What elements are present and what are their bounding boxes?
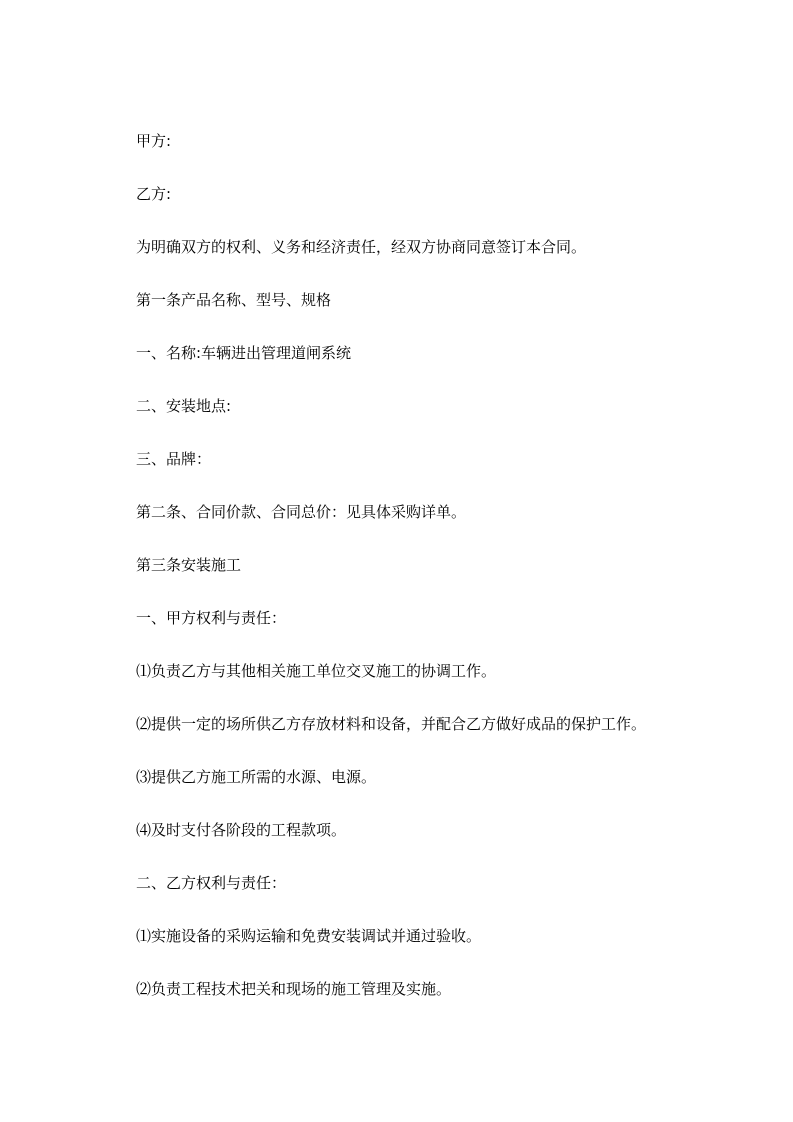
party-a-duty-item: ⑴负责乙方与其他相关施工单位交叉施工的协调工作。 [136,662,497,680]
party-a-duties-heading: 一、甲方权利与责任： [136,609,287,627]
party-b-duties-heading: 二、乙方权利与责任： [136,874,287,892]
party-b-duty-item: ⑴实施设备的采购运输和免费安装调试并通过验收。 [136,927,482,945]
article-3-heading: 第三条安装施工 [136,556,242,574]
party-b-line: 乙方: [136,185,172,203]
install-location-line: 二、安装地点: [136,397,232,415]
preamble-paragraph: 为明确双方的权利、义务和经济责任，经双方协商同意签订本合同。 [136,238,587,256]
party-b-duty-item: ⑵负责工程技术把关和现场的施工管理及实施。 [136,980,452,998]
party-a-duty-item: ⑵提供一定的场所供乙方存放材料和设备，并配合乙方做好成品的保护工作。 [136,715,647,733]
party-a-duty-item: ⑷及时支付各阶段的工程款项。 [136,821,347,839]
brand-line: 三、品牌： [136,450,212,468]
product-name-line: 一、名称:车辆进出管理道闸系统 [136,344,352,362]
party-a-duty-item: ⑶提供乙方施工所需的水源、电源。 [136,768,377,786]
article-1-heading: 第一条产品名称、型号、规格 [136,291,332,309]
article-2-heading: 第二条、合同价款、合同总价：见具体采购详单。 [136,503,467,521]
party-a-line: 甲方: [136,132,172,150]
